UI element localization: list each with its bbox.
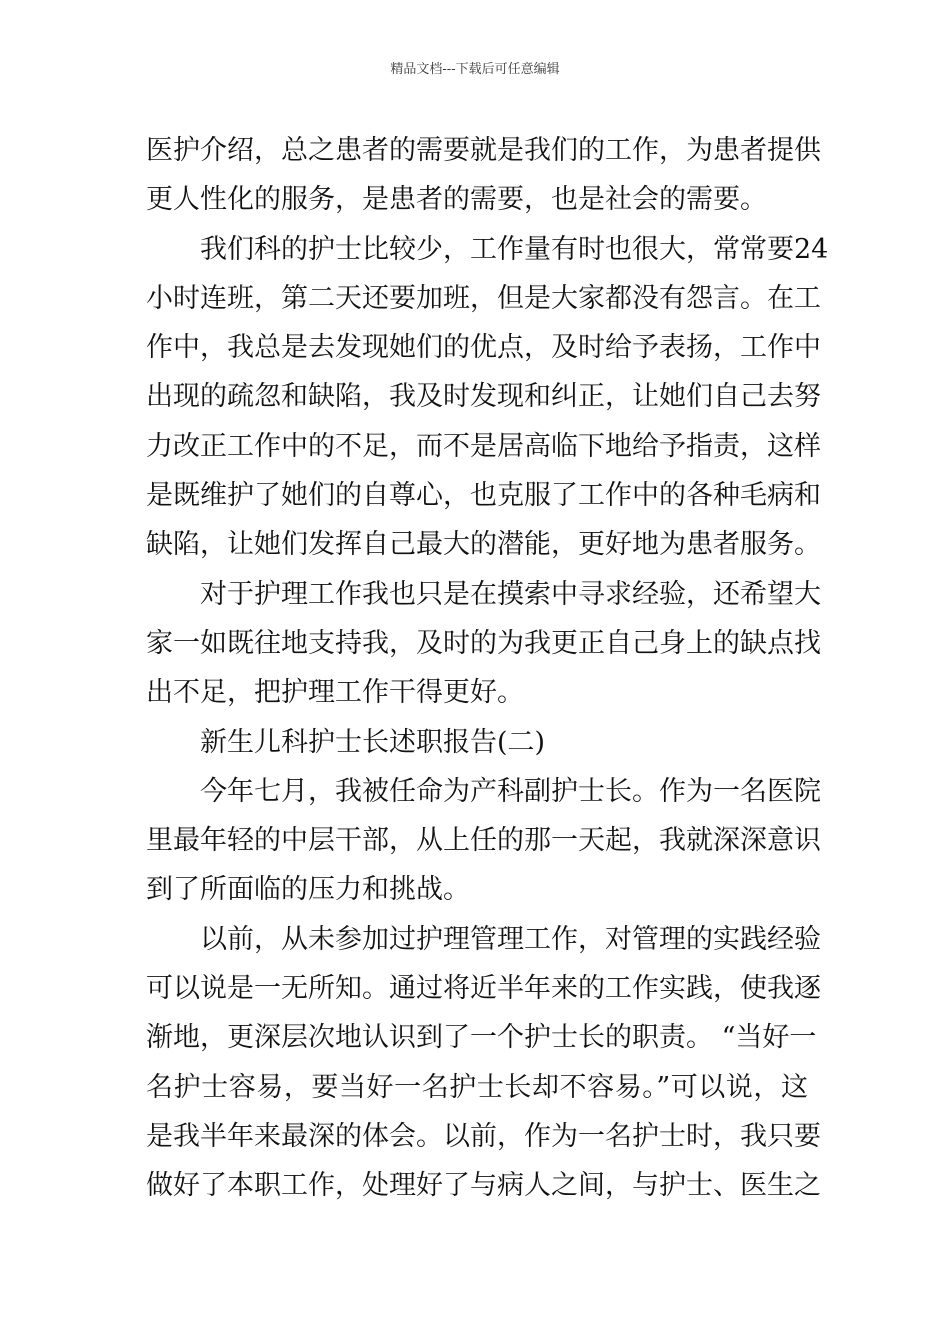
text-line: 里最年轻的中层干部，从上任的那一天起，我就深深意识 — [146, 825, 821, 857]
text-line: 可以说是一无所知。通过将近半年来的工作实践，使我逐 — [146, 973, 821, 1005]
text-line: 以前，从未参加过护理管理工作，对管理的实践经验 — [200, 923, 821, 955]
text-line: 对于护理工作我也只是在摸索中寻求经验，还希望大 — [200, 578, 821, 610]
text-line: 缺陷，让她们发挥自己最大的潜能，更好地为患者服务。 — [146, 529, 821, 561]
text-line: 渐地，更深层次地认识到了一个护士长的职责。 “当好一 — [146, 1022, 817, 1054]
section-heading: 新生儿科护士长述职报告(二) — [200, 726, 546, 758]
text-line: 做好了本职工作，处理好了与病人之间，与护士、医生之 — [146, 1170, 821, 1202]
text-line: 力改正工作中的不足，而不是居高临下地给予指责，这样 — [146, 430, 821, 462]
text-line: 是既维护了她们的自尊心，也克服了工作中的各种毛病和 — [146, 480, 821, 512]
text-line: 家一如既往地支持我，及时的为我更正自己身上的缺点找 — [146, 627, 821, 659]
document-body — [146, 126, 829, 1211]
text-line: 名护士容易，要当好一名护士长却不容易。”可以说，这 — [146, 1071, 808, 1103]
text-line: 今年七月，我被任命为产科副护士长。作为一名医院 — [200, 775, 821, 807]
text-line: 出不足，把护理工作干得更好。 — [146, 677, 524, 709]
text-line: 小时连班，第二天还要加班，但是大家都没有怨言。在工 — [146, 282, 821, 314]
text-line: 到了所面临的压力和挑战。 — [146, 874, 470, 906]
text-line: 出现的疏忽和缺陷，我及时发现和纠正，让她们自己去努 — [146, 381, 821, 413]
text-line: 医护介绍，总之患者的需要就是我们的工作，为患者提供 — [146, 135, 821, 166]
page-header: 精品文档---下载后可任意编辑 — [390, 62, 560, 77]
text-line: 我们科的护士比较少，工作量有时也很大，常常要24 — [200, 233, 829, 265]
text-line: 是我半年来最深的体会。以前，作为一名护士时，我只要 — [146, 1120, 821, 1152]
text-line: 作中，我总是去发现她们的优点，及时给予表扬，工作中 — [146, 332, 821, 364]
text-line: 更人性化的服务，是患者的需要，也是社会的需要。 — [146, 184, 767, 216]
